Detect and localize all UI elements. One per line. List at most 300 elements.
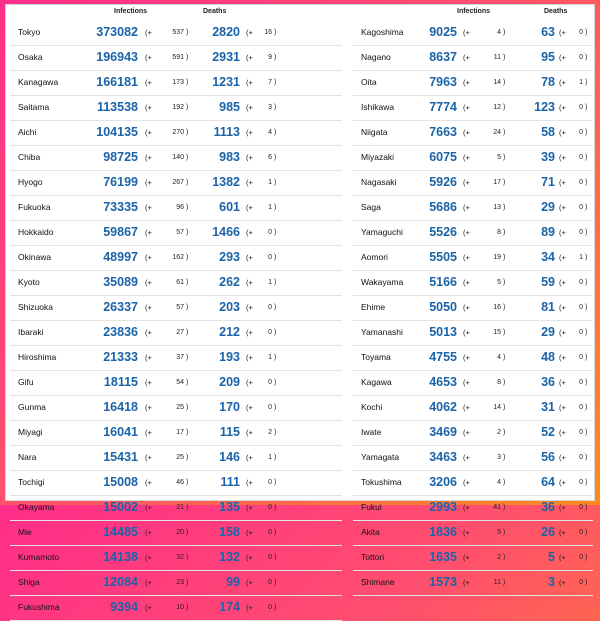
infections-total: 7963 [429,75,457,89]
deaths-open: (+ [246,203,253,212]
deaths-open: (+ [559,578,566,587]
deaths-open: (+ [246,353,253,362]
infections-open: (+ [145,53,152,62]
deaths-total: 29 [541,325,555,339]
deaths-open: (+ [246,128,253,137]
deaths-new: 0 [579,229,583,236]
prefecture-name: Kanagawa [18,77,59,87]
deaths-open: (+ [559,28,566,37]
infections-new: 8 [497,229,501,236]
infections-new: 17 [493,179,501,186]
deaths-header: Deaths [544,8,568,15]
infections-close: ) [186,379,189,386]
infections-open: (+ [145,353,152,362]
deaths-header: Deaths [203,8,227,15]
infections-total: 5050 [429,300,457,314]
deaths-close: ) [274,579,277,586]
deaths-close: ) [585,204,588,211]
prefecture-name: Fukuoka [18,202,51,212]
deaths-close: ) [274,554,277,561]
infections-close: ) [503,354,506,361]
deaths-total: 5 [548,550,555,564]
deaths-total: 983 [219,150,240,164]
infections-total: 14138 [103,550,138,564]
infections-open: (+ [145,478,152,487]
prefecture-name: Shimane [361,577,395,587]
deaths-close: ) [274,404,277,411]
infections-total: 104135 [96,125,138,139]
deaths-open: (+ [246,78,253,87]
infections-total: 3206 [429,475,457,489]
infections-open: (+ [145,303,152,312]
deaths-close: ) [274,604,277,611]
deaths-new: 0 [579,129,583,136]
infections-close: ) [503,29,506,36]
infections-total: 59867 [103,225,138,239]
infections-total: 5166 [429,275,457,289]
deaths-close: ) [585,554,588,561]
deaths-close: ) [585,504,588,511]
deaths-open: (+ [246,553,253,562]
infections-close: ) [503,479,506,486]
deaths-total: 1113 [213,125,240,139]
infections-new: 2 [497,554,501,561]
infections-new: 57 [176,229,184,236]
infections-new: 537 [172,29,184,36]
deaths-close: ) [585,529,588,536]
deaths-total: 52 [541,425,555,439]
deaths-close: ) [274,429,277,436]
infections-open: (+ [145,528,152,537]
infections-total: 15002 [103,500,138,514]
deaths-close: ) [274,54,277,61]
table-row [10,21,342,46]
table-row [10,96,342,121]
infections-new: 16 [493,304,501,311]
deaths-total: 31 [541,400,555,414]
right-column [353,5,593,596]
table-row [10,421,342,446]
deaths-total: 2931 [212,50,240,64]
table-row [353,471,593,496]
deaths-new: 0 [579,204,583,211]
deaths-new: 0 [268,229,272,236]
infections-close: ) [503,79,506,86]
deaths-open: (+ [246,28,253,37]
prefecture-name: Osaka [18,52,43,62]
deaths-close: ) [274,529,277,536]
infections-close: ) [503,304,506,311]
deaths-total: 29 [541,200,555,214]
infections-open: (+ [145,503,152,512]
prefecture-name: Tokushima [361,477,402,487]
deaths-total: 115 [219,425,240,439]
prefecture-name: Okayama [18,502,55,512]
deaths-new: 16 [264,29,272,36]
deaths-new: 1 [268,354,272,361]
infections-close: ) [186,204,189,211]
deaths-total: 95 [541,50,555,64]
prefecture-name: Oita [361,77,377,87]
infections-close: ) [186,479,189,486]
infections-total: 35089 [103,275,138,289]
prefecture-name: Toyama [361,352,391,362]
deaths-new: 9 [268,54,272,61]
deaths-close: ) [274,179,277,186]
infections-new: 5 [497,529,501,536]
deaths-new: 0 [268,529,272,536]
deaths-open: (+ [246,453,253,462]
infections-total: 15431 [103,450,138,464]
infections-total: 5526 [429,225,457,239]
deaths-total: 203 [219,300,240,314]
deaths-close: ) [585,79,588,86]
infections-close: ) [186,304,189,311]
table-row [353,371,593,396]
prefecture-name: Gunma [18,402,46,412]
deaths-new: 0 [579,104,583,111]
deaths-close: ) [585,129,588,136]
deaths-total: 293 [219,250,240,264]
table-row [10,371,342,396]
deaths-total: 58 [541,125,555,139]
infections-open: (+ [145,578,152,587]
infections-open: (+ [463,103,470,112]
infections-open: (+ [145,253,152,262]
infections-new: 46 [176,479,184,486]
infections-open: (+ [145,278,152,287]
prefecture-name: Nara [18,452,37,462]
table-row [10,196,342,221]
infections-new: 32 [176,554,184,561]
infections-new: 5 [497,154,501,161]
deaths-close: ) [274,204,277,211]
infections-total: 14485 [103,525,138,539]
infections-open: (+ [463,478,470,487]
infections-close: ) [186,179,189,186]
prefecture-name: Wakayama [361,277,404,287]
infections-open: (+ [463,378,470,387]
infections-total: 98725 [103,150,138,164]
table-row [10,496,342,521]
deaths-open: (+ [246,178,253,187]
deaths-open: (+ [246,278,253,287]
infections-open: (+ [463,153,470,162]
infections-close: ) [503,554,506,561]
prefecture-name: Okinawa [18,252,52,262]
infections-new: 267 [172,179,184,186]
infections-total: 196943 [96,50,138,64]
infections-new: 17 [176,429,184,436]
deaths-total: 1231 [212,75,240,89]
prefecture-name: Akita [361,527,380,537]
deaths-total: 209 [219,375,240,389]
deaths-open: (+ [246,503,253,512]
deaths-new: 0 [579,279,583,286]
deaths-total: 89 [541,225,555,239]
deaths-open: (+ [559,78,566,87]
prefecture-name: Aichi [18,127,37,137]
infections-close: ) [503,154,506,161]
left-column [10,5,342,621]
prefecture-name: Saitama [18,102,50,112]
deaths-close: ) [274,379,277,386]
prefecture-name: Fukushima [18,602,60,612]
deaths-new: 1 [268,454,272,461]
prefecture-name: Chiba [18,152,41,162]
deaths-new: 3 [268,104,272,111]
infections-open: (+ [463,428,470,437]
deaths-open: (+ [559,503,566,512]
prefecture-name: Gifu [18,377,34,387]
deaths-new: 7 [268,79,272,86]
infections-close: ) [186,104,189,111]
prefecture-name: Yamanashi [361,327,403,337]
infections-close: ) [503,104,506,111]
deaths-close: ) [585,379,588,386]
deaths-open: (+ [559,203,566,212]
infections-open: (+ [145,28,152,37]
deaths-total: 135 [219,500,240,514]
deaths-total: 81 [541,300,555,314]
infections-open: (+ [463,28,470,37]
deaths-total: 26 [541,525,555,539]
deaths-close: ) [585,179,588,186]
infections-close: ) [503,54,506,61]
infections-new: 15 [493,329,501,336]
deaths-new: 0 [579,354,583,361]
deaths-total: 193 [219,350,240,364]
infections-close: ) [186,29,189,36]
infections-new: 591 [172,54,184,61]
deaths-total: 123 [534,100,555,114]
deaths-open: (+ [559,478,566,487]
deaths-total: 262 [219,275,240,289]
infections-total: 26337 [103,300,138,314]
infections-close: ) [503,329,506,336]
table-row [10,471,342,496]
infections-open: (+ [463,503,470,512]
deaths-new: 0 [579,154,583,161]
infections-open: (+ [145,153,152,162]
deaths-new: 0 [268,479,272,486]
infections-total: 4653 [429,375,457,389]
prefecture-name: Kochi [361,402,383,412]
deaths-close: ) [585,104,588,111]
table-row [353,546,593,571]
infections-open: (+ [463,578,470,587]
infections-open: (+ [463,528,470,537]
table-row [353,46,593,71]
infections-new: 13 [493,204,501,211]
infections-new: 14 [493,79,501,86]
infections-total: 48997 [103,250,138,264]
infections-total: 9025 [429,25,457,39]
infections-new: 192 [172,104,184,111]
table-row [10,46,342,71]
infections-total: 113538 [96,100,138,114]
table-row [353,296,593,321]
infections-new: 23 [176,579,184,586]
deaths-new: 0 [579,329,583,336]
infections-close: ) [186,429,189,436]
infections-total: 5686 [429,200,457,214]
prefecture-name: Tottori [361,552,385,562]
prefecture-name: Yamagata [361,452,400,462]
deaths-new: 0 [579,29,583,36]
deaths-open: (+ [559,103,566,112]
table-row [353,146,593,171]
infections-total: 3469 [429,425,457,439]
deaths-close: ) [585,329,588,336]
infections-total: 16041 [103,425,138,439]
prefecture-name: Ehime [361,302,386,312]
infections-total: 21333 [103,350,138,364]
infections-total: 5013 [429,325,457,339]
deaths-open: (+ [246,328,253,337]
deaths-open: (+ [246,303,253,312]
deaths-open: (+ [559,328,566,337]
infections-close: ) [186,229,189,236]
left-header [10,5,342,21]
deaths-open: (+ [559,178,566,187]
deaths-open: (+ [559,278,566,287]
deaths-total: 132 [219,550,240,564]
infections-open: (+ [463,403,470,412]
deaths-new: 0 [579,554,583,561]
deaths-total: 2820 [212,25,240,39]
infections-new: 2 [497,429,501,436]
deaths-total: 99 [226,575,240,589]
table-row [353,321,593,346]
infections-new: 11 [493,579,501,586]
deaths-new: 0 [268,504,272,511]
infections-open: (+ [145,378,152,387]
infections-open: (+ [145,228,152,237]
infections-total: 5505 [429,250,457,264]
table-row [353,221,593,246]
deaths-total: 63 [541,25,555,39]
infections-new: 25 [176,404,184,411]
deaths-new: 1 [268,279,272,286]
prefecture-name: Miyagi [18,427,43,437]
deaths-total: 985 [219,100,240,114]
infections-open: (+ [145,403,152,412]
infections-close: ) [186,604,189,611]
deaths-total: 34 [541,250,555,264]
deaths-close: ) [274,329,277,336]
table-row [353,421,593,446]
deaths-open: (+ [246,153,253,162]
deaths-total: 1382 [212,175,240,189]
deaths-new: 0 [268,579,272,586]
infections-new: 54 [176,379,184,386]
infections-total: 4062 [429,400,457,414]
infections-close: ) [503,129,506,136]
infections-total: 15008 [103,475,138,489]
prefecture-name: Kagawa [361,377,392,387]
deaths-total: 64 [541,475,555,489]
deaths-new: 4 [268,129,272,136]
deaths-total: 56 [541,450,555,464]
deaths-total: 111 [220,475,240,489]
deaths-new: 0 [579,54,583,61]
infections-close: ) [186,54,189,61]
prefecture-name: Mie [18,527,32,537]
prefecture-name: Saga [361,202,381,212]
table-row [353,71,593,96]
deaths-open: (+ [246,478,253,487]
prefecture-name: Hiroshima [18,352,57,362]
table-row [353,346,593,371]
infections-open: (+ [145,103,152,112]
infections-total: 373082 [96,25,138,39]
deaths-close: ) [274,79,277,86]
prefecture-name: Kagoshima [361,27,404,37]
deaths-close: ) [274,229,277,236]
infections-close: ) [503,529,506,536]
infections-new: 4 [497,354,501,361]
infections-new: 25 [176,454,184,461]
prefecture-name: Ibaraki [18,327,44,337]
infections-total: 73335 [103,200,138,214]
table-row [10,546,342,571]
infections-total: 3463 [429,450,457,464]
infections-close: ) [186,154,189,161]
deaths-close: ) [585,254,588,261]
infections-total: 16418 [103,400,138,414]
infections-open: (+ [463,453,470,462]
infections-new: 3 [497,454,501,461]
deaths-close: ) [274,154,277,161]
deaths-total: 59 [541,275,555,289]
table-row [10,171,342,196]
infections-new: 140 [172,154,184,161]
infections-open: (+ [463,553,470,562]
deaths-close: ) [585,454,588,461]
infections-total: 6075 [429,150,457,164]
infections-open: (+ [145,128,152,137]
deaths-new: 2 [268,429,272,436]
deaths-new: 0 [268,304,272,311]
deaths-new: 0 [268,379,272,386]
infections-close: ) [186,529,189,536]
table-row [353,96,593,121]
deaths-total: 174 [219,600,240,614]
deaths-new: 0 [579,479,583,486]
covid-prefecture-table [5,4,595,614]
infections-open: (+ [463,128,470,137]
infections-open: (+ [145,428,152,437]
infections-new: 27 [176,329,184,336]
deaths-new: 6 [268,154,272,161]
deaths-open: (+ [559,228,566,237]
table-row [353,496,593,521]
infections-close: ) [503,279,506,286]
deaths-total: 36 [541,500,555,514]
infections-new: 162 [172,254,184,261]
infections-close: ) [503,429,506,436]
infections-open: (+ [463,203,470,212]
infections-close: ) [503,579,506,586]
deaths-total: 48 [541,350,555,364]
infections-total: 5926 [429,175,457,189]
prefecture-name: Shiga [18,577,40,587]
table-row [10,71,342,96]
prefecture-name: Nagano [361,52,391,62]
infections-total: 7663 [429,125,457,139]
infections-new: 41 [493,504,501,511]
